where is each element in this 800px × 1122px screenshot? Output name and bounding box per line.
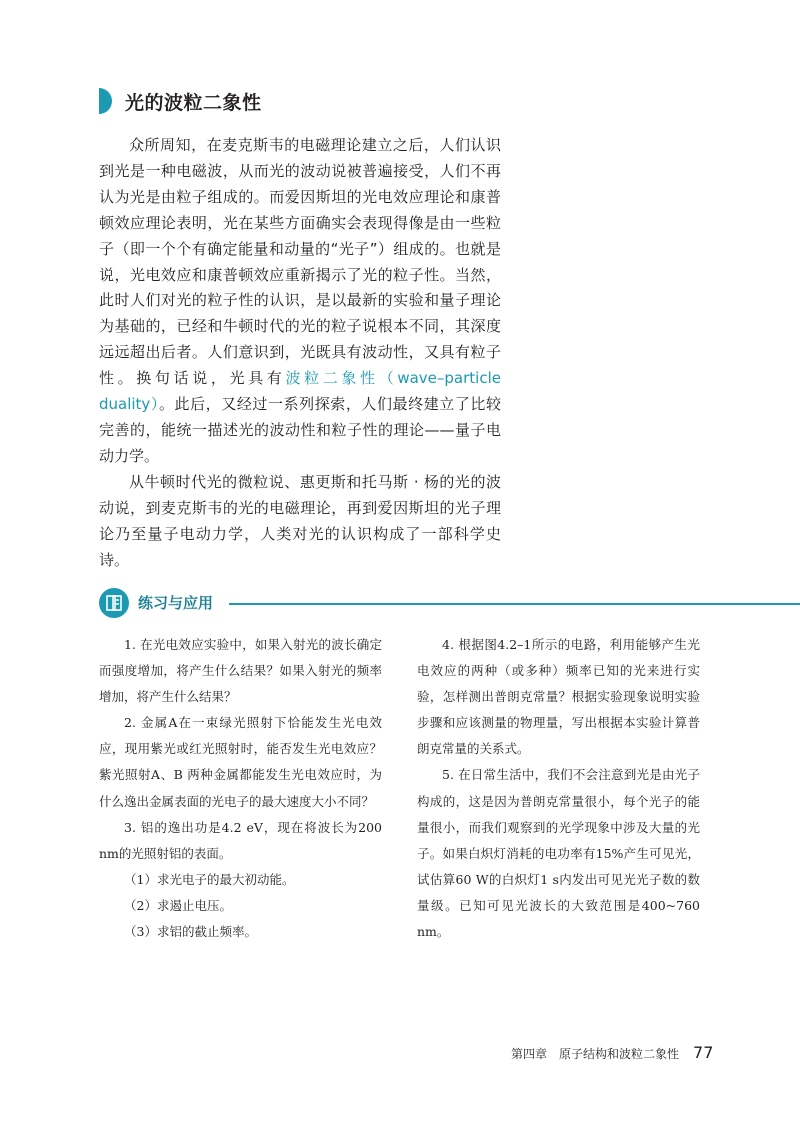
exercise-divider: [229, 603, 800, 605]
section-heading: [99, 86, 262, 116]
exercise-item: 1. 在光电效应实验中，如果入射光的波长确定而强度增加，将产生什么结果？如果入射光的频率增加，将产生什么结果？: [99, 637, 382, 705]
exercise-subitem: （1）求光电子的最大初动能。: [124, 871, 295, 887]
footer-chapter: 第四章 原子结构和波粒二象性: [511, 1047, 680, 1061]
exercise-book-icon: [99, 588, 129, 618]
exercise-item: 4. 根据图4.2–1所示的电路，利用能够产生光电效应的两种（或多种）频率已知的光来进行实验，怎样测出普朗克常量？根据实验现象说明实验步骤和应该测量的物理量，写出根据本实验计算普朗克常量的关系式。: [417, 637, 700, 757]
body-text-run: 。此后，又经过一系列探索，人们最终建立了比较完善的，能统一描述光的波动性和粒子性的理论——量子电动力学。: [99, 395, 501, 465]
exercise-item: 2. 金属A在一束绿光照射下恰能发生光电效应，现用紫光或红光照射时，能否发生光电效应？紫光照射A、B 两种金属都能发生光电效应时，为什么逸出金属表面的光电子的最大速度大小不同？: [99, 715, 382, 809]
heading-marker-icon: [99, 88, 112, 114]
exercise-column-left: [99, 632, 382, 945]
exercise-subitem: （2）求遏止电压。: [124, 897, 232, 913]
page-number: 77: [693, 1043, 714, 1062]
section-title: 光的波粒二象性: [125, 91, 262, 114]
exercise-item: 5. 在日常生活中，我们不会注意到光是由光子构成的，这是因为普朗克常量很小，每个光子的能量很小，而我们观察到的光学现象中涉及大量的光子。如果白炽灯消耗的电功率有15%产生可见光，试估算60 W的白炽灯1 s内发出可见光光子数的数量级。已知可见光波长的大致范围是400~760 nm。: [417, 767, 700, 940]
page-footer: [511, 1043, 713, 1063]
key-term-english: （wave–particle duality）: [99, 369, 501, 414]
key-term: 波粒二象性: [285, 369, 379, 388]
body-paragraph: [99, 133, 501, 470]
body-text-run: 众所周知，在麦克斯韦的电磁理论建立之后，人们认识到光是一种电磁波，从而光的波动说被普遍接受，人们不再认为光是由粒子组成的。而爱因斯坦的光电效应理论和康普顿效应理论表明，光在某些方面确实会表现得像是由一些粒子（即一个个有确定能量和动量的“光子”）组成的。也就是说，光电效应和康普顿效应重新揭示了光的粒子性。当然，此时人们对光的粒子性的认识，是以最新的实验和量子理论为基础的，已经和牛顿时代的光的粒子说根本不同，其深度远远超出后者。人们意识到，光既具有波动性，又具有粒子性。换句话说，光具有: [99, 136, 501, 388]
exercise-item: 3. 铝的逸出功是4.2 eV，现在将波长为200 nm的光照射铝的表面。: [99, 819, 382, 861]
exercise-column-right: [417, 632, 700, 945]
exercise-header: [99, 588, 800, 620]
body-paragraph: 从牛顿时代光的微粒说、惠更斯和托马斯 · 杨的光的波动说，到麦克斯韦的光的电磁理论，再到爱因斯坦的光子理论乃至量子电动力学，人类对光的认识构成了一部科学史诗。: [99, 472, 501, 569]
body-text: [99, 133, 501, 573]
exercise-title: 练习与应用: [138, 594, 214, 612]
exercise-subitem: （3）求铝的截止频率。: [124, 924, 257, 940]
